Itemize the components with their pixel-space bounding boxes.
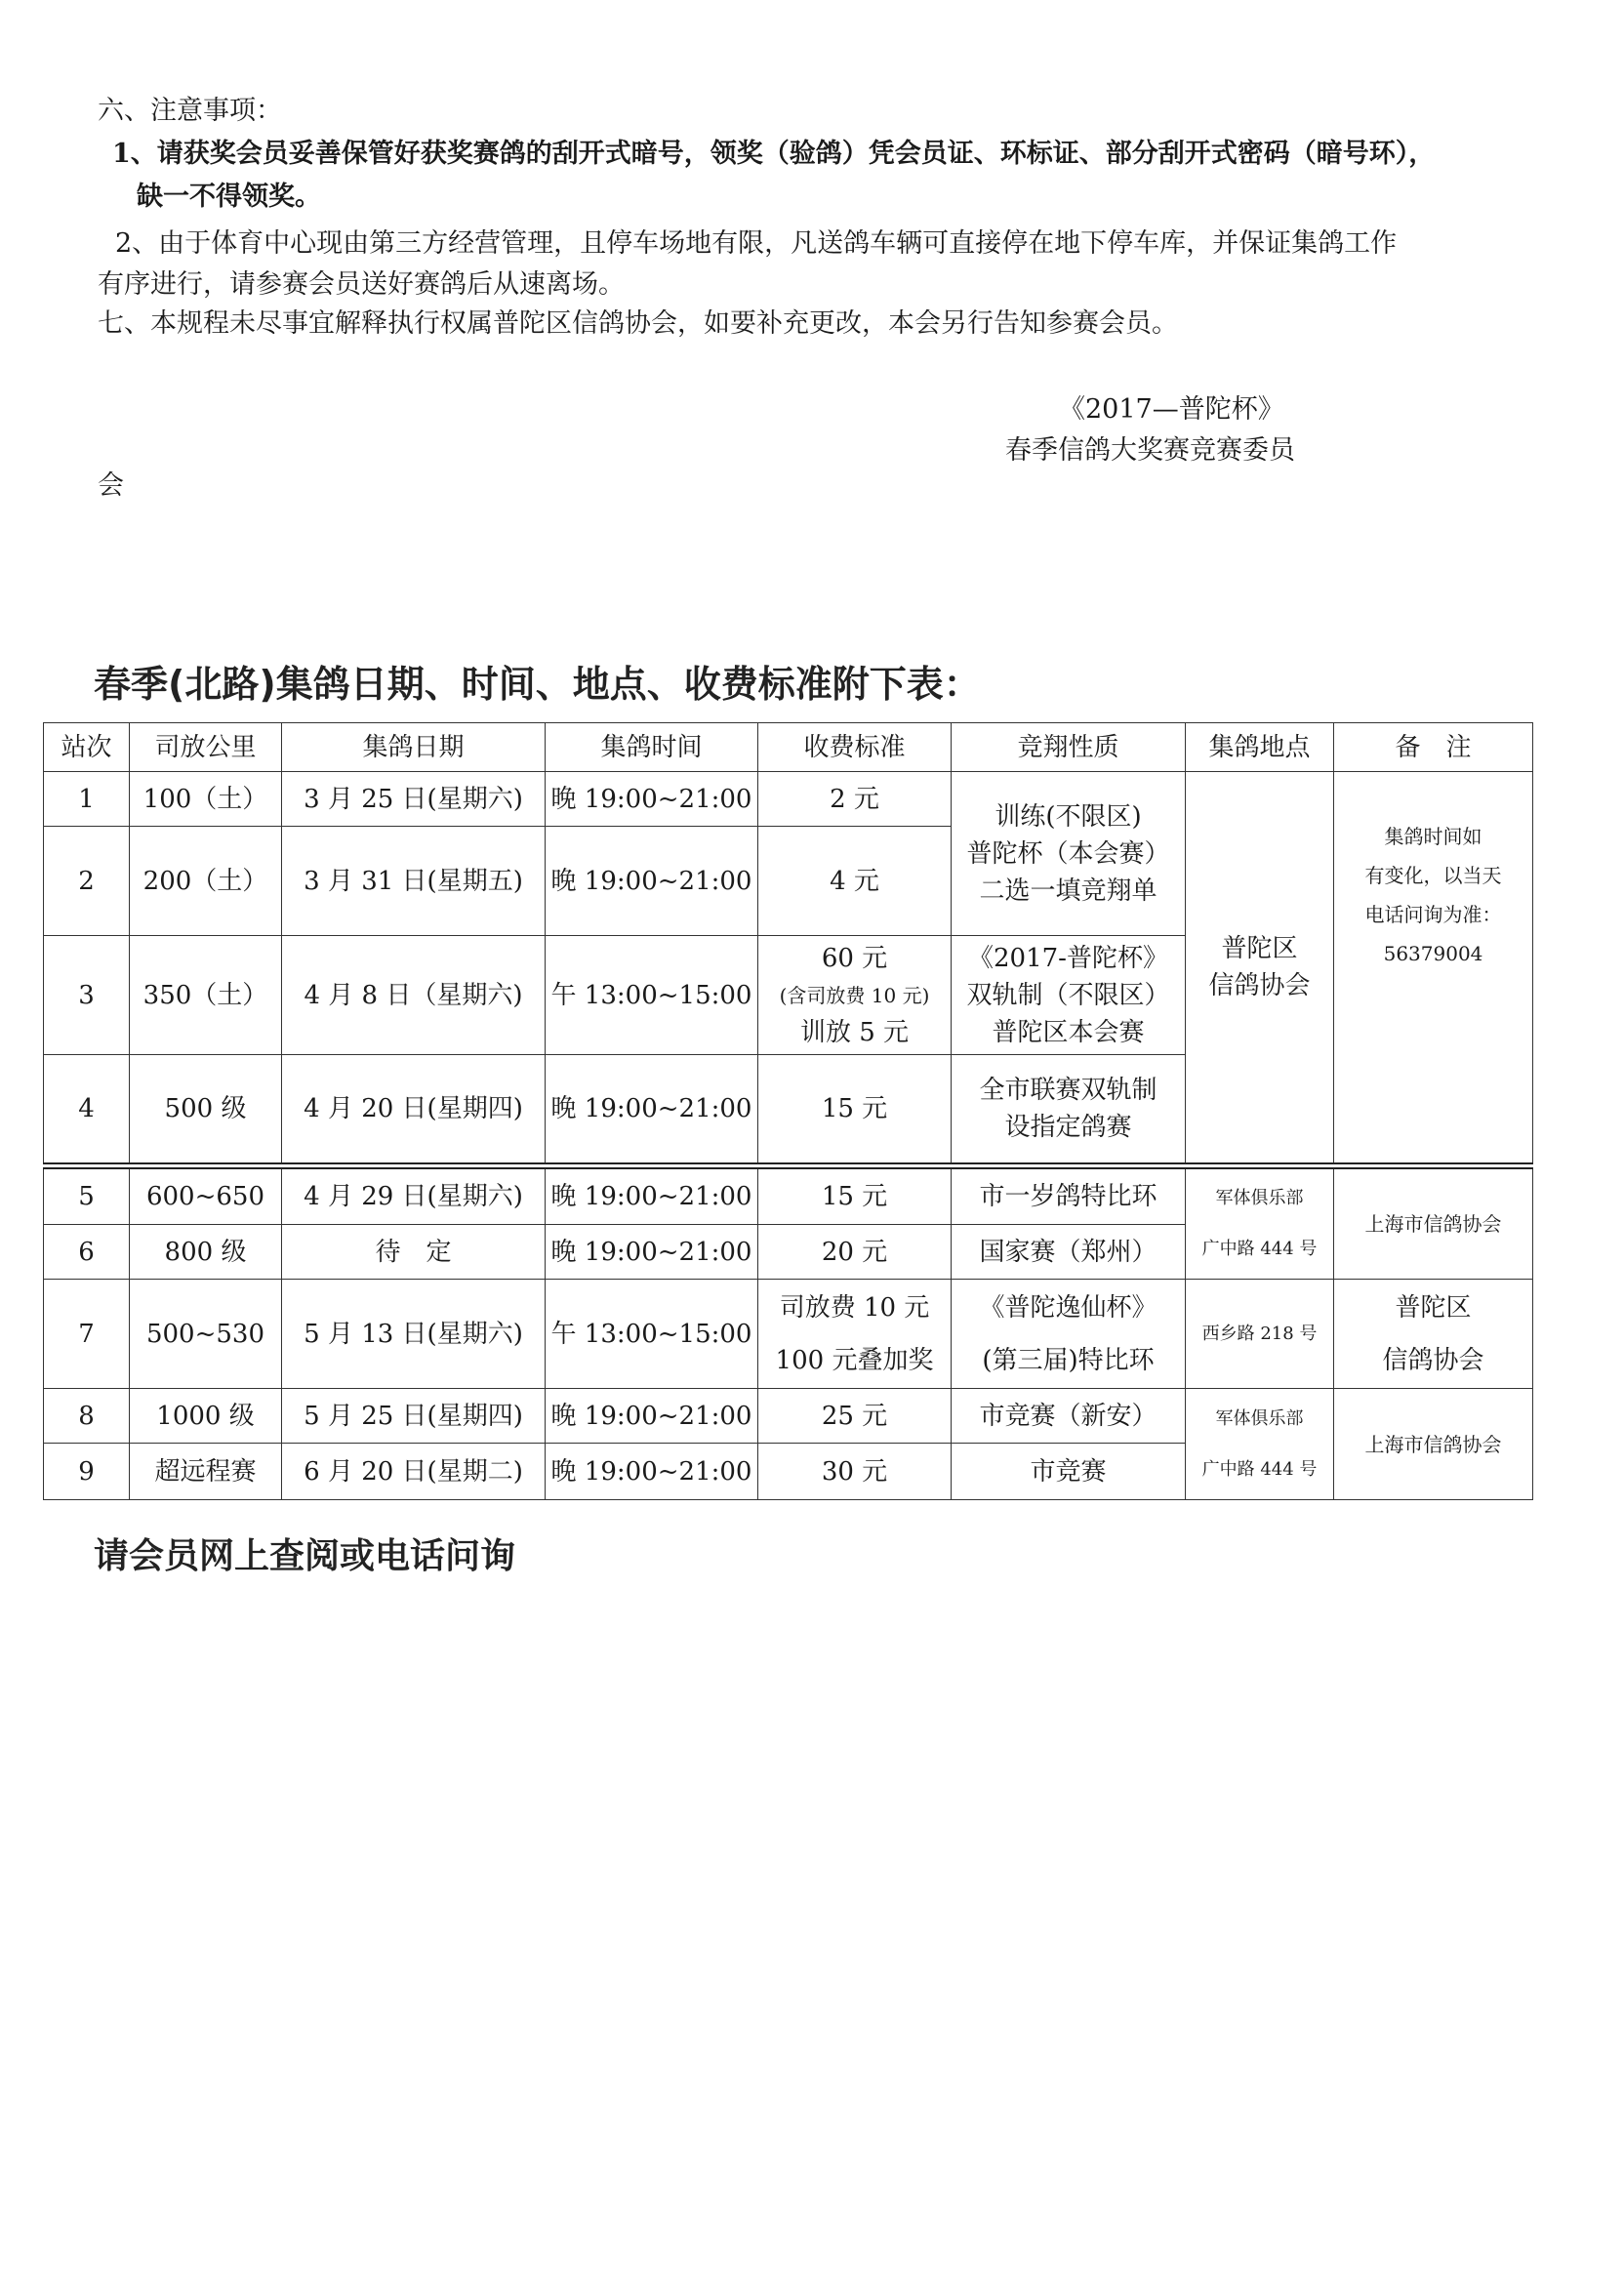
cell-fee [758,936,952,1055]
table-title: 春季(北路)集鸽日期、时间、地点、收费标准附下表： [94,663,981,706]
cell-remark-group1 [1334,772,1533,1166]
cell-nature: 国家赛（郑州） [952,1225,1186,1280]
table-row [44,1166,1533,1225]
cell-nature: 市竞赛（新安） [952,1389,1186,1444]
cell-fee: 25 元 [758,1389,952,1444]
cell-date: 4 月 8 日（星期六) [282,936,546,1055]
cell-station: 2 [44,827,130,936]
cell-time: 晚 19:00~21:00 [546,772,758,827]
remark-group1-line1: 集鸽时间如 [1384,825,1482,848]
place-8-9-line1: 军体俱乐部 [1215,1407,1304,1429]
cell-fee: 4 元 [758,827,952,936]
nature-group1-line3: 二选一填竞翔单 [979,876,1157,906]
cell-fee: 20 元 [758,1225,952,1280]
cell-fee [758,1280,952,1389]
note-item-1-line2: 缺一不得领奖。 [137,182,321,212]
note-item-1-line1: 1、请获奖会员妥善保管好获奖赛鸽的刮开式暗号，领奖（验鸽）凭会员证、环标证、部分刮开式密码（暗号环）， [112,139,1436,169]
cell-time: 晚 19:00~21:00 [546,1055,758,1166]
cell-date: 待 定 [282,1225,546,1280]
nature-row3-line2: 双轨制（不限区） [966,980,1170,1010]
notes-heading: 六、注意事项： [98,96,282,126]
cell-place: 西乡路 218 号 [1186,1280,1334,1389]
cell-fee: 2 元 [758,772,952,827]
header-station: 站次 [44,723,130,772]
signature-line1: 《2017—普陀杯》 [1059,394,1284,425]
cell-date: 5 月 13 日(星期六) [282,1280,546,1389]
header-nature: 竞翔性质 [952,723,1186,772]
cell-nature-group1 [952,772,1186,936]
cell-station: 4 [44,1055,130,1166]
remark-row7-line1: 普陀区 [1395,1292,1472,1323]
remark-group1-line2: 有变化，以当天 [1364,864,1502,887]
table-row [44,1280,1533,1389]
nature-group1-line2: 普陀杯（本会赛） [966,838,1170,869]
cell-place-8-9 [1186,1389,1334,1500]
cell-station: 1 [44,772,130,827]
cell-time: 午 13:00~15:00 [546,936,758,1055]
remark-row7-line2: 信鸽协会 [1382,1345,1484,1375]
cell-nature [952,1280,1186,1389]
table-header-row [44,723,1533,772]
cell-place-group1 [1186,772,1334,1166]
cell-station: 7 [44,1280,130,1389]
cell-distance: 500 级 [130,1055,282,1166]
place-5-6-line2: 广中路 444 号 [1201,1239,1318,1259]
cell-nature: 市竞赛 [952,1444,1186,1500]
schedule-table [43,722,1533,1500]
fee-row7-line2: 100 元叠加奖 [775,1345,934,1375]
cell-distance: 350（土） [130,936,282,1055]
fee-line1: 60 元 [821,943,888,973]
cell-station: 6 [44,1225,130,1280]
nature-group1-line1: 训练(不限区) [995,801,1142,832]
note-item-7: 七、本规程未尽事宜解释执行权属普陀区信鸽协会，如要补充更改，本会另行告知参赛会员。 [98,308,1178,339]
header-date: 集鸽日期 [282,723,546,772]
cell-distance: 500~530 [130,1280,282,1389]
fee-line2: (含司放费 10 元) [779,983,930,1007]
cell-date: 4 月 29 日(星期六) [282,1166,546,1225]
header-fee: 收费标准 [758,723,952,772]
cell-nature [952,936,1186,1055]
cell-time: 晚 19:00~21:00 [546,1166,758,1225]
fee-line3: 训放 5 元 [799,1017,910,1047]
cell-place-5-6 [1186,1166,1334,1280]
cell-distance: 800 级 [130,1225,282,1280]
fee-row7-line1: 司放费 10 元 [779,1292,930,1323]
cell-station: 3 [44,936,130,1055]
place-5-6-line1: 军体俱乐部 [1215,1188,1304,1208]
nature-row3-line3: 普陀区本会赛 [992,1017,1145,1047]
cell-station: 5 [44,1166,130,1225]
cell-distance: 600~650 [130,1166,282,1225]
cell-station: 8 [44,1389,130,1444]
cell-time: 晚 19:00~21:00 [546,1389,758,1444]
nature-row7-line2: (第三届)特比环 [982,1345,1155,1375]
cell-nature: 市一岁鸽特比环 [952,1166,1186,1225]
cell-fee: 15 元 [758,1055,952,1166]
nature-row4-line1: 全市联赛双轨制 [979,1076,1157,1105]
cell-remark [1334,1280,1533,1389]
table-row [44,1389,1533,1444]
signature-line2: 春季信鸽大奖赛竞赛委员 [1005,435,1295,466]
note-item-2-line2: 有序进行，请参赛会员送好赛鸽后从速离场。 [98,269,625,300]
place-group1-line1: 普陀区 [1221,934,1298,963]
cell-time: 晚 19:00~21:00 [546,827,758,936]
cell-remark-8-9: 上海市信鸽协会 [1334,1389,1533,1500]
cell-date: 3 月 25 日(星期六) [282,772,546,827]
nature-row4-line2: 设指定鸽赛 [1004,1113,1132,1142]
cell-time: 晚 19:00~21:00 [546,1225,758,1280]
signature-line3: 会 [98,470,124,501]
header-distance: 司放公里 [130,723,282,772]
cell-distance: 100（土） [130,772,282,827]
cell-date: 5 月 25 日(星期四) [282,1389,546,1444]
header-time: 集鸽时间 [546,723,758,772]
cell-time: 午 13:00~15:00 [546,1280,758,1389]
cell-remark-5-6: 上海市信鸽协会 [1334,1166,1533,1280]
cell-distance: 超远程赛 [130,1444,282,1500]
nature-row3-line1: 《2017-普陀杯》 [968,943,1168,973]
cell-station: 9 [44,1444,130,1500]
cell-nature [952,1055,1186,1166]
header-place: 集鸽地点 [1186,723,1334,772]
cell-time: 晚 19:00~21:00 [546,1444,758,1500]
remark-group1-phone: 56379004 [1383,942,1483,965]
cell-date: 4 月 20 日(星期四) [282,1055,546,1166]
nature-row7-line1: 《普陀逸仙杯》 [979,1292,1157,1323]
header-remark: 备 注 [1334,723,1533,772]
place-group1-line2: 信鸽协会 [1208,971,1311,1000]
cell-distance: 200（土） [130,827,282,936]
cell-fee: 30 元 [758,1444,952,1500]
footer-note: 请会员网上查阅或电话问询 [94,1536,516,1576]
table-row [44,772,1533,827]
note-item-2-line1: 2、由于体育中心现由第三方经营管理，且停车场地有限，凡送鸽车辆可直接停在地下停车库，并保证集鸽工作 [115,228,1398,259]
cell-date: 3 月 31 日(星期五) [282,827,546,936]
cell-distance: 1000 级 [130,1389,282,1444]
cell-fee: 15 元 [758,1166,952,1225]
remark-group1-line3: 电话问询为准： [1364,903,1502,926]
cell-date: 6 月 20 日(星期二) [282,1444,546,1500]
place-8-9-line2: 广中路 444 号 [1201,1458,1318,1480]
